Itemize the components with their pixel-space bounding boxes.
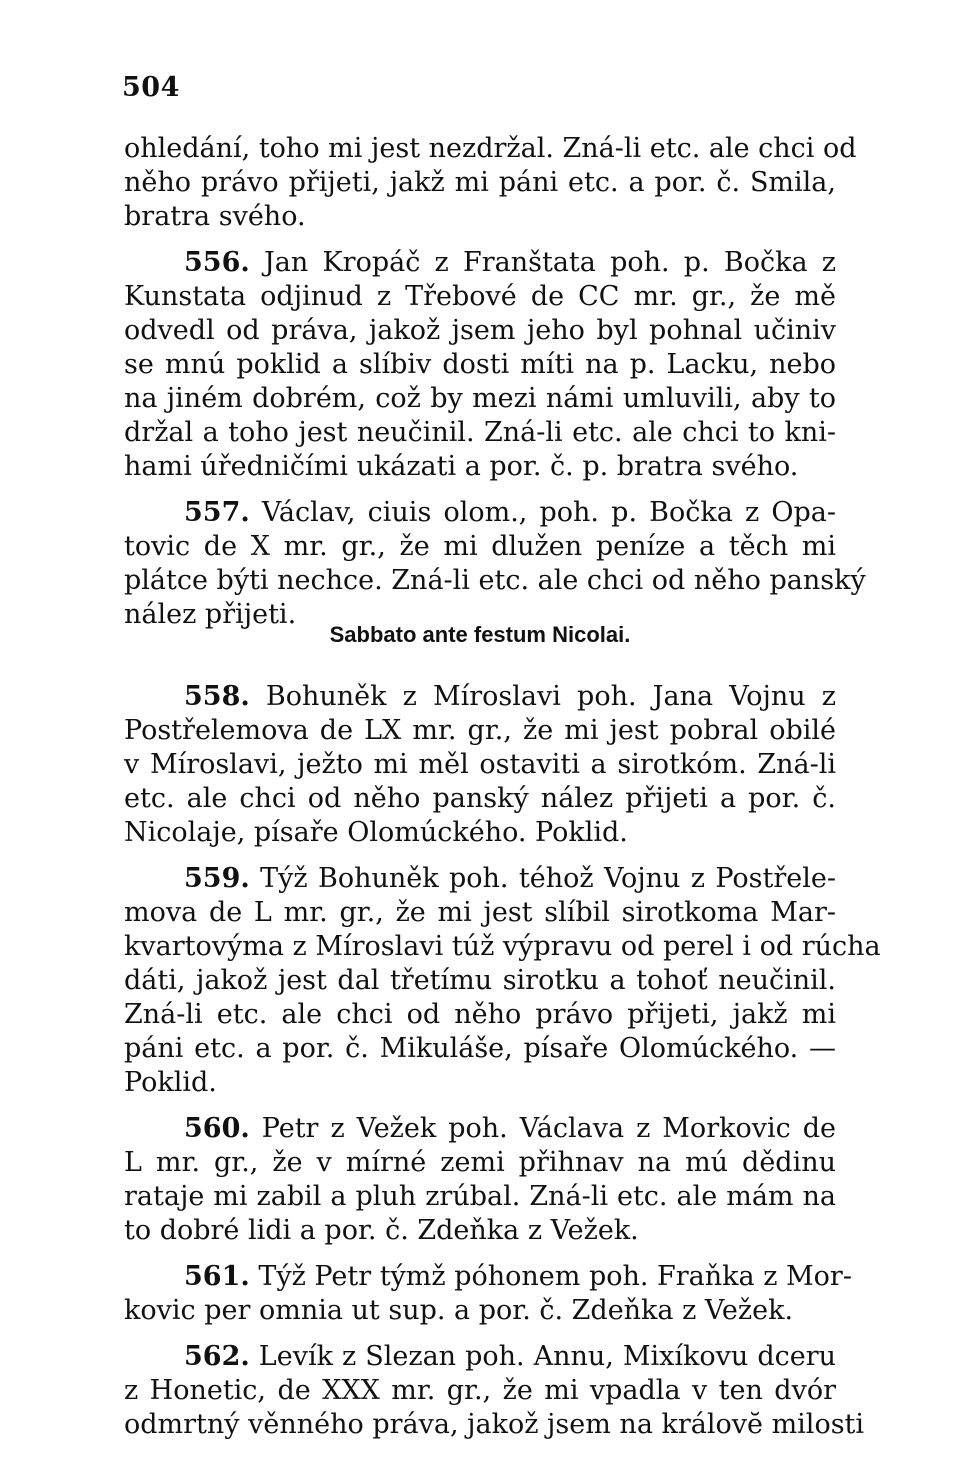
line-text: Kunstata odjinud z Třebové de CC mr. gr., že mě [124,281,836,312]
text-line [124,530,836,564]
line-text: z Honetic, de XXX mr. gr., že mi vpadla v ten dvór [124,1375,836,1406]
text-line [124,1146,836,1180]
text-line [124,1066,836,1100]
text-line [124,964,836,998]
line-text: etc. ale chci od něho panský nález přijeti a por. č. [124,783,836,814]
text-line [124,564,866,598]
line-text: Václav, ciuis olom., poh. p. Bočka z Opa- [249,497,836,528]
line-text: Zná-li etc. ale chci od něho právo přijeti, jakž mi [124,999,836,1030]
line-text: kovic per omnia ut sup. a por. č. Zdeňka z Vežek. [124,1295,794,1326]
text-line [124,1294,836,1328]
line-text: Týž Bohuněk poh. téhož Vojnu z Postřele- [249,863,836,894]
line-text: páni etc. a por. č. Mikuláše, písaře Olomúckého. — [124,1033,836,1064]
entry-first-line [184,1112,836,1146]
line-text: bratra svého. [124,201,306,232]
line-text: Týž Petr týmž póhonem poh. Fraňka z Mor- [249,1261,852,1292]
line-text: Petr z Vežek poh. Václava z Morkovic de [249,1113,836,1144]
entry-number: 560. [184,1113,250,1144]
line-text: hami úředničími ukázati a por. č. p. bratra svého. [124,451,799,482]
entry-number: 561. [184,1261,250,1292]
line-text: Poklid. [124,1067,217,1098]
line-text: něho právo přijeti, jakž mi páni etc. a por. č. Smila, [124,167,836,198]
section-heading: Sabbato ante festum Nicolai. [329,622,631,647]
text-line [124,998,836,1032]
text-line [124,748,836,782]
line-text: nález přijeti. [124,599,297,630]
line-text: Levík z Slezan poh. Annu, Mixíkovu dceru [249,1341,836,1372]
text-line [124,132,857,166]
text-line [124,166,836,200]
entry-number: 557. [184,497,250,528]
entry-first-line [184,1260,852,1294]
text-line [124,816,836,850]
text-line [124,1214,836,1248]
entry-first-line [184,862,836,896]
line-text: dáti, jakož jest dal třetímu sirotku a tohoť neučinil. [124,965,836,996]
line-text: L mr. gr., že v mírné zemi přihnav na mú dědinu [124,1147,836,1178]
line-text: ohledání, toho mi jest nezdržal. Zná-li etc. ale chci od [124,133,857,164]
text-line [124,280,836,314]
entry-first-line [184,246,836,280]
entry-number: 558. [184,681,250,712]
line-text: Jan Kropáč z Franštata poh. p. Bočka z [249,247,836,278]
line-text: držal a toho jest neučinil. Zná-li etc. ale chci to kni- [124,417,836,448]
line-text: na jiném dobrém, což by mezi námi umluvili, aby to [124,383,836,414]
line-text: rataje mi zabil a pluh zrúbal. Zná-li etc. ale mám na [124,1181,836,1212]
text-line [124,1374,836,1408]
page-number: 504 [122,72,180,103]
text-line [124,598,836,632]
entry-number: 562. [184,1341,250,1372]
line-text: se mnú poklid a slíbiv dosti míti na p. Lacku, nebo [124,349,836,380]
entry-first-line [184,680,836,714]
line-text: Bohuněk z Míroslavi poh. Jana Vojnu z [249,681,836,712]
line-text: to dobré lidi a por. č. Zdeňka z Vežek. [124,1215,639,1246]
entry-number: 559. [184,863,250,894]
entry-first-line [184,1340,836,1374]
text-line [124,782,836,816]
entry-first-line [184,496,836,530]
entry-number: 556. [184,247,250,278]
line-text: Nicolaje, písaře Olomúckého. Poklid. [124,817,628,848]
text-line [124,1408,865,1442]
text-line [124,348,836,382]
line-text: tovic de X mr. gr., že mi dlužen peníze a těch mi [124,531,836,562]
line-text: Postřelemova de LX mr. gr., že mi jest pobral obilé [124,715,836,746]
text-line [124,314,836,348]
line-text: odvedl od práva, jakož jsem jeho byl pohnal učiniv [124,315,836,346]
text-line [124,1180,836,1214]
line-text: kvartovýma z Míroslavi túž výpravu od perel i od rúcha [124,931,881,962]
text-line [124,1032,836,1066]
line-text: v Míroslavi, ježto mi měl ostaviti a sirotkóm. Zná-li [124,749,836,780]
line-text: plátce býti nechce. Zná-li etc. ale chci od něho panský [124,565,866,596]
text-line [124,382,836,416]
text-line [124,930,881,964]
text-line [124,714,836,748]
text-line [124,200,836,234]
text-line [124,450,836,484]
text-line [124,416,836,450]
text-line [124,896,836,930]
line-text: mova de L mr. gr., že mi jest slíbil sirotkoma Mar- [124,897,836,928]
line-text: odmrtný věnného práva, jakož jsem na královĕ milosti [124,1409,865,1440]
